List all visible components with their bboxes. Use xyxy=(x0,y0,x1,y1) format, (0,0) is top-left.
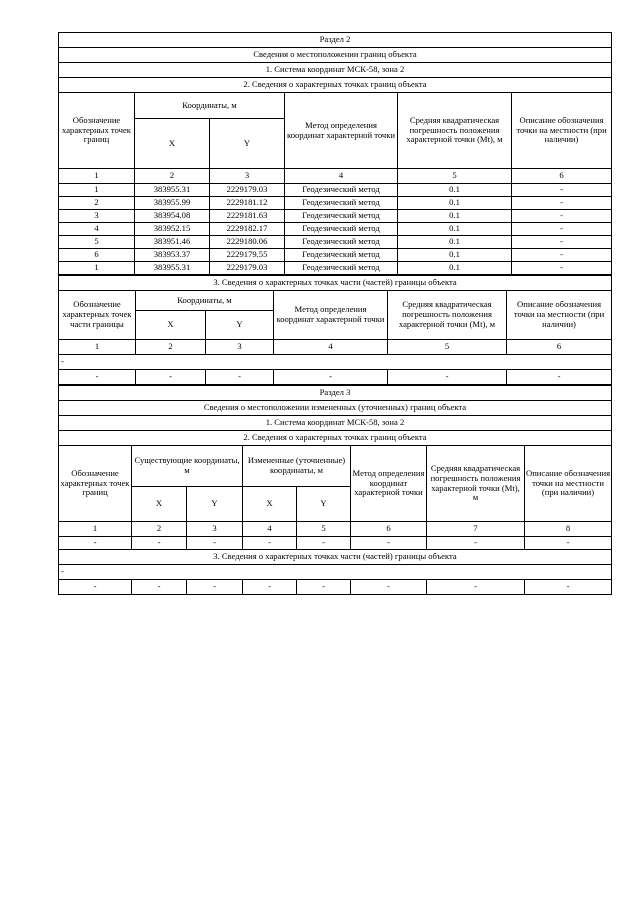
col-header-point: Обозначение характерных точек части границы xyxy=(59,291,136,340)
col-header-point: Обозначение характерных точек границ xyxy=(59,93,135,169)
col-header-changed-y: Y xyxy=(297,487,351,522)
part-label: - xyxy=(59,565,612,580)
table-row: 5 383951.46 2229180.06 Геодезический метод 0.1 - xyxy=(59,236,612,249)
col-header-accuracy: Средняя квадратическая погрешность положения характерной точки (Mt), м xyxy=(427,446,525,522)
section2-subtitle: Сведения о местоположении границ объекта xyxy=(59,48,612,63)
column-number-row: 1 2 3 4 5 6 7 8 xyxy=(59,522,612,537)
table-row: 2 383955.99 2229181.12 Геодезический метод 0.1 - xyxy=(59,197,612,210)
col-header-method: Метод определения координат характерной точки xyxy=(285,93,398,169)
column-number-row: 1 2 3 4 5 6 xyxy=(59,169,612,184)
section3-subtitle: Сведения о местоположении измененных (уточненных) границ объекта xyxy=(59,401,612,416)
table-row: - - - - - - - - xyxy=(59,580,612,595)
section3-table xyxy=(58,385,612,595)
section3-coord-system: 1. Система координат МСК-58, зона 2 xyxy=(59,416,612,431)
col-header-x: X xyxy=(136,311,206,340)
table-row: 6 383953.37 2229179.55 Геодезический метод 0.1 - xyxy=(59,249,612,262)
col-header-existing-x: X xyxy=(132,487,187,522)
col-header-method: Метод определения координат характерной точки xyxy=(351,446,427,522)
section2-table xyxy=(58,32,612,275)
section2-coord-system: 1. Система координат МСК-58, зона 2 xyxy=(59,63,612,78)
col-header-changed: Измененные (уточненные) координаты, м xyxy=(243,446,351,487)
table-row: - - - - - - - - xyxy=(59,537,612,550)
section2-parts-title: 3. Сведения о характерных точках части (частей) границы объекта xyxy=(59,276,612,291)
section3-parts-title: 3. Сведения о характерных точках части (частей) границы объекта xyxy=(59,550,612,565)
table-row: 1 383955.31 2229179.03 Геодезический метод 0.1 - xyxy=(59,184,612,197)
col-header-changed-x: X xyxy=(243,487,297,522)
part-label: - xyxy=(59,355,612,370)
table-row: - - - - - - xyxy=(59,370,612,385)
col-header-description: Описание обозначения точки на местности (при наличии) xyxy=(507,291,612,340)
col-header-accuracy: Средняя квадратическая погрешность положения характерной точки (Mt), м xyxy=(398,93,512,169)
col-header-y: Y xyxy=(206,311,274,340)
col-header-x: X xyxy=(135,119,210,169)
document-page xyxy=(58,32,611,595)
col-header-existing-y: Y xyxy=(187,487,243,522)
col-header-coords: Координаты, м xyxy=(135,93,285,119)
col-header-point: Обозначение характерных точек границ xyxy=(59,446,132,522)
section2-title: Раздел 2 xyxy=(59,33,612,48)
col-header-accuracy: Средняя квадратическая погрешность положения характерной точки (Mt), м xyxy=(388,291,507,340)
table-row: 3 383954.08 2229181.63 Геодезический метод 0.1 - xyxy=(59,210,612,223)
table-row: 1 383955.31 2229179.03 Геодезический метод 0.1 - xyxy=(59,262,612,275)
col-header-description: Описание обозначения точки на местности (при наличии) xyxy=(512,93,612,169)
column-number-row: 1 2 3 4 5 6 xyxy=(59,340,612,355)
col-header-y: Y xyxy=(210,119,285,169)
table-row: 4 383952.15 2229182.17 Геодезический метод 0.1 - xyxy=(59,223,612,236)
col-header-coords: Координаты, м xyxy=(136,291,274,311)
section2-points-title: 2. Сведения о характерных точках границ объекта xyxy=(59,78,612,93)
col-header-existing: Существующие координаты, м xyxy=(132,446,243,487)
section2-parts-table xyxy=(58,275,612,385)
col-header-description: Описание обозначения точки на местности (при наличии) xyxy=(525,446,612,522)
section3-points-title: 2. Сведения о характерных точках границ объекта xyxy=(59,431,612,446)
col-header-method: Метод определения координат характерной точки xyxy=(274,291,388,340)
section3-title: Раздел 3 xyxy=(59,386,612,401)
